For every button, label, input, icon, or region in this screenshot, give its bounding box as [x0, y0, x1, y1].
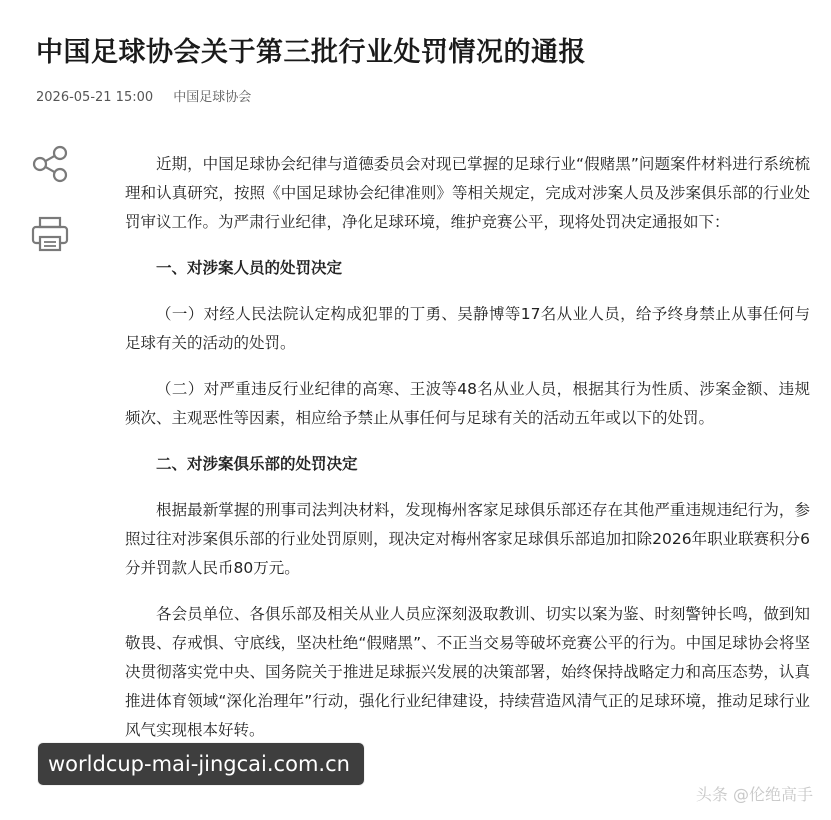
closing-paragraph: 各会员单位、各俱乐部及相关从业人员应深刻汲取教训、切实以案为鉴、时刻警钟长鸣，做到知敬畏、存戒惧、守底线，坚决杜绝“假赌黑”、不正当交易等破坏竞赛公平的行为。中国足球协会将坚决贯彻落实党中央、国务院关于推进足球振兴发展的决策部署，始终保持战略定力和高压态势，认真推进体育领域“深化治理年”行动，强化行业纪律建设，持续营造风清气正的足球环境，推动足球行业风气实现根本好转。	[125, 605, 810, 739]
section-heading: 一、对涉案人员的处罚决定	[156, 259, 343, 277]
article-title: 中国足球协会关于第三批行业处罚情况的通报	[36, 37, 586, 68]
section1-item-1: （一）对经人民法院认定构成犯罪的丁勇、吴静博等17名从业人员，给予终身禁止从事任何与足球有关的活动的处罚。	[125, 305, 810, 352]
article-source: 中国足球协会	[173, 90, 252, 105]
article-body	[125, 150, 810, 762]
intro-paragraph: 近期，中国足球协会纪律与道德委员会对现已掌握的足球行业“假赌黑”问题案件材料进行系统梳理和认真研究，按照《中国足球协会纪律准则》等相关规定，完成对涉案人员及涉案俱乐部的行业处罚审议工作。为严肃行业纪律，净化足球环境，维护竞赛公平，现将处罚决定通报如下：	[125, 155, 810, 231]
section-heading: 二、对涉案俱乐部的处罚决定	[156, 455, 358, 473]
article-toolbar	[30, 144, 70, 284]
share-icon[interactable]	[30, 144, 70, 184]
source-watermark: 头条 @伦绝高手	[695, 785, 813, 804]
article-date: 2026-05-21 15:00	[36, 90, 154, 105]
section2-paragraph: 根据最新掌握的刑事司法判决材料，发现梅州客家足球俱乐部还存在其他严重违规违纪行为，参照过往对涉案俱乐部的行业处罚原则，现决定对梅州客家足球俱乐部追加扣除2026年职业联赛积分6分并罚款人民币80万元。	[125, 501, 810, 577]
section1-item-2: （二）对严重违反行业纪律的高寒、王波等48名从业人员，根据其行为性质、涉案金额、违规频次、主观恶性等因素，相应给予禁止从事任何与足球有关的活动五年或以下的处罚。	[125, 380, 810, 427]
print-icon[interactable]	[30, 214, 70, 254]
article-meta	[36, 86, 267, 105]
url-banner: worldcup-mai-jingcai.com.cn	[37, 742, 365, 786]
